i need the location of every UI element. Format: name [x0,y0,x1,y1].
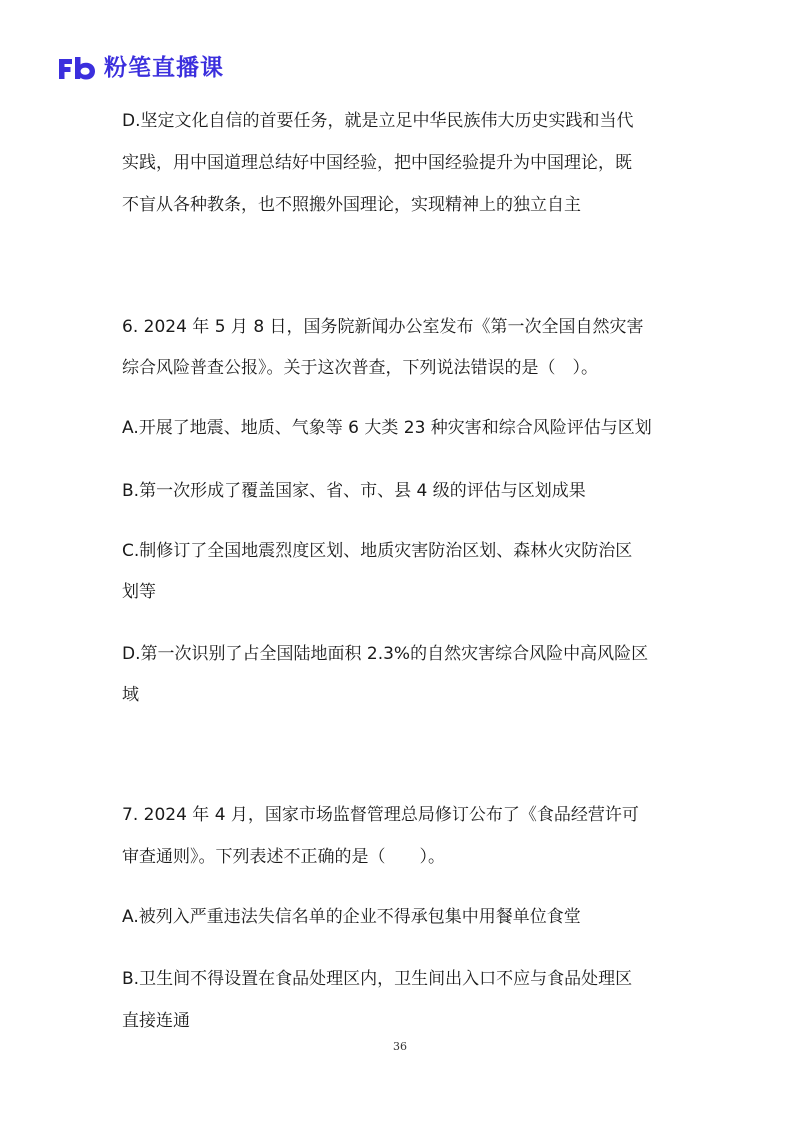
text-line: 不盲从各种教条，也不照搬外国理论，实现精神上的独立自主 [122,195,581,215]
question-7-option-b: B.卫生间不得设置在食品处理区内，卫生间出入口不应与食品处理区 [122,969,633,989]
question-7-option-b-cont: 直接连通 [122,1011,190,1031]
fb-logo-icon [57,55,97,81]
question-7-title: 7. 2024 年 4 月，国家市场监督管理总局修订公布了《食品经营许可 [122,805,639,825]
question-6-title-cont: 综合风险普查公报》。关于这次普查，下列说法错误的是（ ）。 [122,358,598,378]
question-7-title-cont: 审查通则》。下列表述不正确的是（ ）。 [122,847,445,867]
brand-name: 粉笔直播课 [104,55,224,81]
question-6-option-b: B.第一次形成了覆盖国家、省、市、县 4 级的评估与区划成果 [122,481,586,501]
page-number: 36 [393,1040,407,1053]
question-7-option-a: A.被列入严重违法失信名单的企业不得承包集中用餐单位食堂 [122,907,581,927]
question-6-option-d: D.第一次识别了占全国陆地面积 2.3%的自然灾害综合风险中高风险区 [122,644,649,664]
question-6-option-d-cont: 域 [122,685,139,705]
text-line: 实践，用中国道理总结好中国经验，把中国经验提升为中国理论，既 [122,153,632,173]
page-header [57,52,224,84]
question-6-option-c-cont: 划等 [122,582,156,602]
question-6-option-a: A.开展了地震、地质、气象等 6 大类 23 种灾害和综合风险评估与区划 [122,418,652,438]
question-6-title: 6. 2024 年 5 月 8 日，国务院新闻办公室发布《第一次全国自然灾害 [122,317,644,337]
question-6-option-c: C.制修订了全国地震烈度区划、地质灾害防治区划、森林火灾防治区 [122,541,633,561]
text-line: D.坚定文化自信的首要任务，就是立足中华民族伟大历史实践和当代 [122,111,634,131]
